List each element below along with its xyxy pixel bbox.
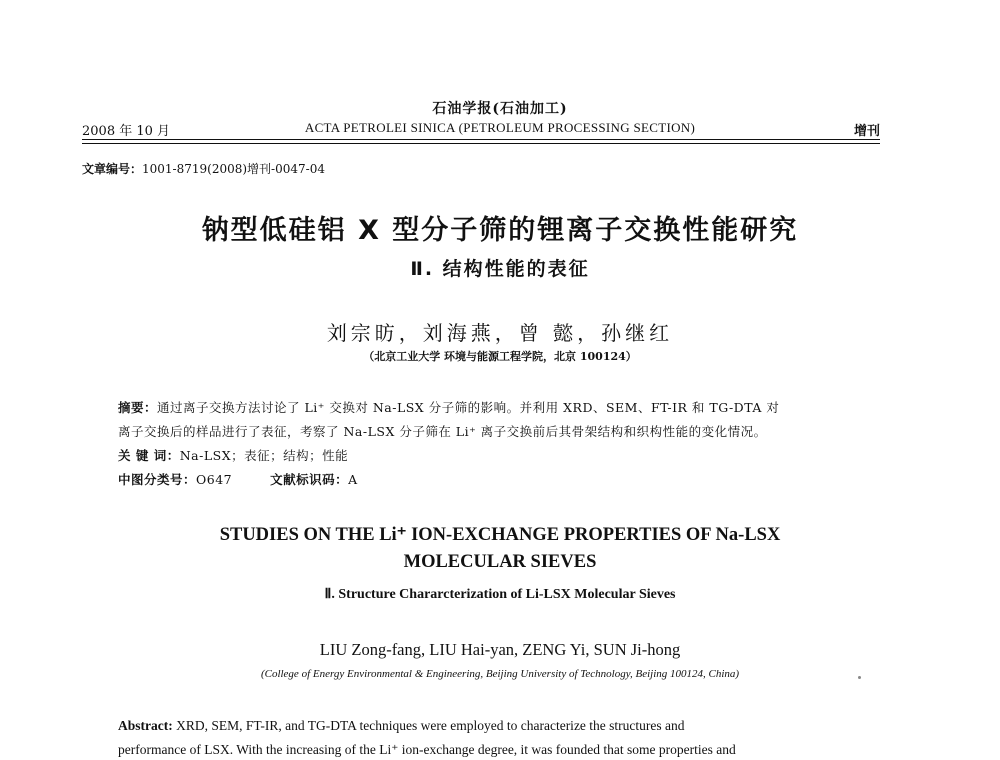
article-number (82, 160, 325, 177)
article-number-value: 1001-8719(2008)增刊-0047-04 (142, 162, 325, 176)
header-issue: 增刊 (853, 124, 880, 139)
abstract-cn-label: 摘要： (118, 400, 158, 415)
classification-label: 中图分类号： (118, 472, 197, 487)
abstract-en-line-2: performance of LSX. With the increasing of the Li⁺ ion-exchange degree, it was founded that some properties and (118, 742, 736, 757)
keywords-cn-value: Na-LSX；表征；结构；性能 (179, 448, 349, 463)
doc-code-value: A (348, 472, 358, 487)
header-rule-bottom (82, 143, 880, 144)
abstract-cn-line-2: 离子交换后的样品进行了表征，考察了 Na-LSX 分子筛在 Li⁺ 离子交换前后其骨架结构和织构性能的变化情况。 (118, 424, 767, 439)
paper-title-cn: 钠型低硅铝 X 型分子筛的锂离子交换性能研究 (201, 215, 799, 246)
keywords-cn-label: 关 键 词： (118, 448, 180, 463)
abstract-en-line-1 (118, 718, 880, 734)
doc-code-label: 文献标识码： (270, 472, 349, 487)
affiliation-en: (College of Energy Environmental & Engineering, Beijing University of Technology, Beijing 100124, China) (260, 668, 740, 680)
authors-cn: 刘宗昉，刘海燕，曾 懿，孙继红 (326, 321, 674, 345)
journal-title-en: ACTA PETROLEI SINICA (PETROLEUM PROCESSING SECTION) (304, 120, 696, 135)
paper-subtitle-cn: Ⅱ. 结构性能的表征 (410, 258, 590, 280)
article-number-label: 文章编号： (82, 162, 143, 176)
paper-title-en-line-1: STUDIES ON THE Li⁺ ION-EXCHANGE PROPERTIES OF Na-LSX (219, 525, 781, 545)
abstract-en-label: Abstract: (118, 718, 173, 733)
paper-subtitle-en: Ⅱ. Structure Chararcterization of Li-LSX Molecular Sieves (324, 587, 676, 602)
paper-title-en-line-2: MOLECULAR SIEVES (403, 552, 597, 572)
header-rule-top (82, 139, 880, 140)
journal-title-cn: 石油学报(石油加工) (432, 101, 568, 117)
keywords-cn (118, 446, 348, 464)
classification-line (118, 470, 358, 488)
classification-value: O647 (196, 472, 233, 487)
abstract-cn-text-1: 通过离子交换方法讨论了 Li⁺ 交换对 Na-LSX 分子筛的影响。并利用 XRD、SEM、FT-IR 和 TG-DTA 对 (157, 400, 780, 415)
scan-dot (858, 676, 861, 679)
header-date: 2008 年 10 月 (82, 124, 171, 139)
abstract-cn-line-1 (118, 398, 779, 416)
affiliation-cn: （北京工业大学 环境与能源工程学院，北京 100124） (363, 350, 637, 363)
authors-en: LIU Zong-fang, LIU Hai-yan, ZENG Yi, SUN Ji-hong (319, 640, 681, 659)
abstract-en-text-1: XRD, SEM, FT-IR, and TG-DTA techniques were employed to characterize the structures and (176, 718, 685, 733)
